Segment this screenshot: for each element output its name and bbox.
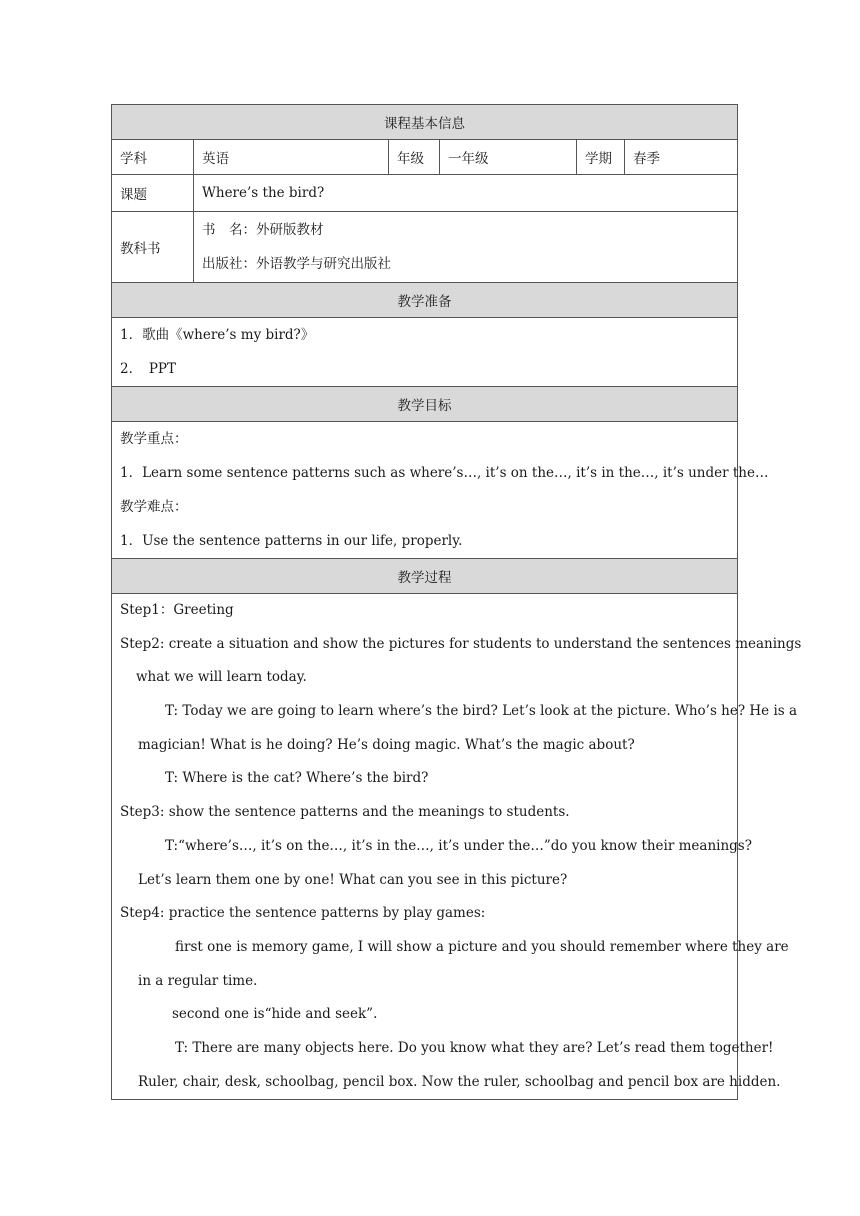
preparation-header: 教学准备 <box>112 283 738 318</box>
preparation-item: 1．歌曲《where’s my bird?》 <box>120 327 315 343</box>
step2-text: Step2: create a situation and show the pictures for students to understand the sentences meanings <box>120 635 802 652</box>
textbook-name: 书 名：外研版教材 <box>202 222 324 238</box>
difficult-point-item: 1．Use the sentence patterns in our life, properly. <box>120 533 463 549</box>
grade-value: 一年级 <box>440 140 577 175</box>
teacher-dialogue: T: There are many objects here. Do you know what they are? Let’s read them together! <box>175 1039 774 1056</box>
subject-value: 英语 <box>194 140 389 175</box>
process-body <box>112 594 802 1100</box>
game-description: second one is“hide and seek”. <box>172 1006 378 1023</box>
textbook-info <box>194 212 738 283</box>
teacher-dialogue-cont: magician! What is he doing? He’s doing magic. What’s the magic about? <box>138 736 635 753</box>
game-description: first one is memory game, I will show a picture and you should remember where they are <box>175 938 789 955</box>
preparation-item: 2． PPT <box>120 361 177 377</box>
key-points-label: 教学重点： <box>120 431 188 447</box>
topic-label: 课题 <box>112 175 194 212</box>
textbook-publisher: 出版社：外语教学与研究出版社 <box>202 256 391 272</box>
objectives-header: 教学目标 <box>112 387 738 422</box>
step3-text: Step3: show the sentence patterns and the meanings to students. <box>120 804 570 821</box>
grade-label: 年级 <box>389 140 440 175</box>
term-value: 春季 <box>625 140 738 175</box>
teacher-dialogue-cont: Let’s learn them one by one! What can you see in this picture? <box>138 871 568 888</box>
subject-label: 学科 <box>112 140 194 175</box>
game-description-cont: in a regular time. <box>138 972 258 989</box>
objectives-body <box>112 422 769 559</box>
teacher-dialogue: T: Where is the cat? Where’s the bird? <box>165 770 429 787</box>
term-label: 学期 <box>577 140 625 175</box>
step1-text: Step1：Greeting <box>120 602 234 618</box>
course-info-header: 课程基本信息 <box>112 105 738 140</box>
key-point-item: 1．Learn some sentence patterns such as where’s…, it’s on the…, it’s in the…, it’s under the… <box>120 465 769 481</box>
difficult-points-label: 教学难点： <box>120 499 188 515</box>
teacher-dialogue: T: Today we are going to learn where’s the bird? Let’s look at the picture. Who’s he? He is a <box>165 703 798 720</box>
textbook-label: 教科书 <box>112 212 194 283</box>
process-header: 教学过程 <box>112 559 738 594</box>
topic-value: Where’s the bird? <box>194 175 738 212</box>
teacher-dialogue-cont: Ruler, chair, desk, schoolbag, pencil box. Now the ruler, schoolbag and pencil box are hidden. <box>138 1073 781 1090</box>
step2-text-cont: what we will learn today. <box>136 669 307 686</box>
lesson-plan-table <box>111 104 802 1100</box>
teacher-dialogue: T:“where’s…, it’s on the…, it’s in the…, it’s under the…”do you know their meanings? <box>165 837 752 854</box>
preparation-list <box>112 318 738 387</box>
step4-text: Step4: practice the sentence patterns by play games: <box>120 905 486 922</box>
